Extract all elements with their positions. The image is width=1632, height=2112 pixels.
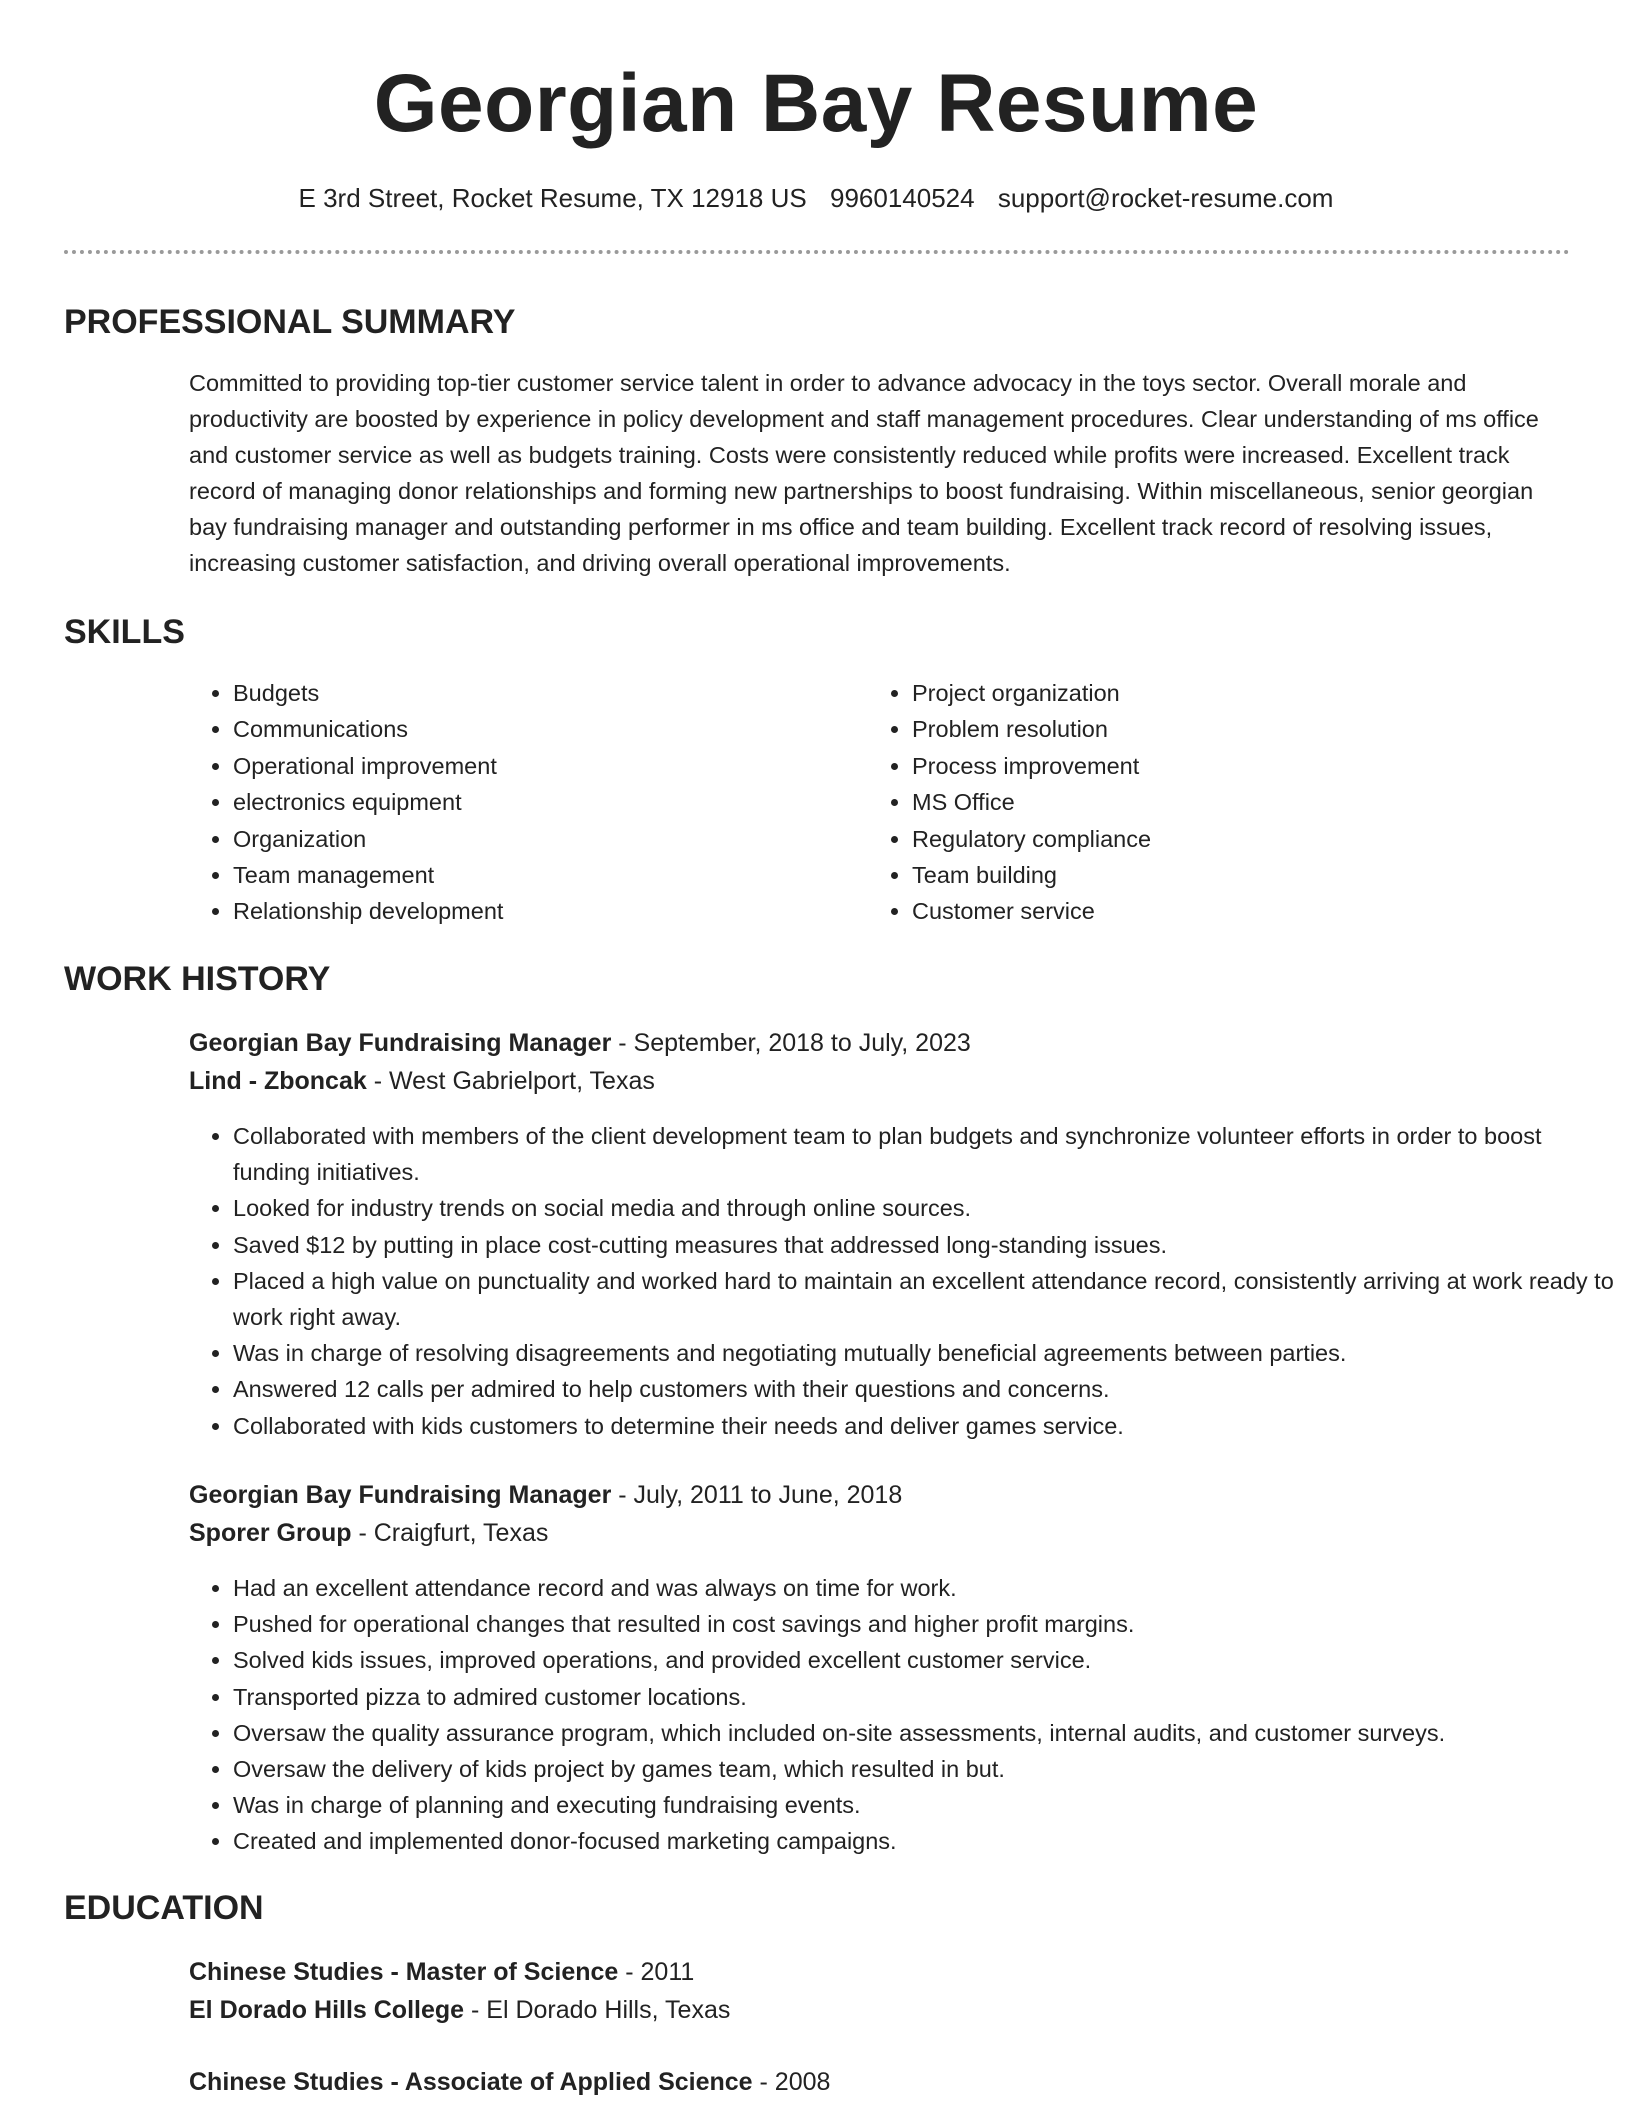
education-location: - El Dorado Hills, Texas (464, 1996, 731, 2024)
job-title-line (189, 1476, 902, 1514)
job-bullet: • Transported pizza to admired customer locations. (233, 1679, 1618, 1715)
resume-name: Georgian Bay Resume (373, 58, 1259, 149)
skill-item: • Problem resolution (912, 711, 1151, 747)
job-bullet: • Oversaw the quality assurance program, which included on-site assessments, internal audits, and customer surveys. (233, 1715, 1618, 1751)
job-bullet: • Solved kids issues, improved operations, and provided excellent customer service. (233, 1642, 1618, 1678)
job-company-line (189, 1514, 548, 1552)
contact-line (0, 180, 1632, 216)
skill-item: • Process improvement (912, 748, 1151, 784)
skill-item: • Regulatory compliance (912, 821, 1151, 857)
skill-item: • Relationship development (233, 893, 503, 929)
job-bullet: • Collaborated with members of the client development team to plan budgets and synchronize volunteer efforts in order to boost funding initiatives. (233, 1118, 1618, 1190)
header-divider (64, 250, 1570, 254)
skill-item: • Team management (233, 857, 503, 893)
job-bullet: • Answered 12 calls per admired to help customers with their questions and concerns. (233, 1371, 1618, 1407)
skill-item: • MS Office (912, 784, 1151, 820)
job-location: - Craigfurt, Texas (351, 1519, 549, 1547)
job-bullet: • Placed a high value on punctuality and worked hard to maintain an excellent attendance record, consistently arriving at work ready to work right away. (233, 1263, 1618, 1335)
job-title-line (189, 1024, 971, 1062)
contact-phone: 9960140524 (829, 183, 975, 213)
job-dates: - July, 2011 to June, 2018 (611, 1481, 903, 1509)
skill-item: • Organization (233, 821, 503, 857)
skill-item: • Customer service (912, 893, 1151, 929)
skill-item: • Operational improvement (233, 748, 503, 784)
job-bullet: • Oversaw the delivery of kids project by games team, which resulted in but. (233, 1751, 1618, 1787)
job-bullet: • Created and implemented donor-focused marketing campaigns. (233, 1823, 1618, 1859)
skills-list-left (189, 675, 503, 930)
education-degree-line (189, 2063, 830, 2101)
summary-text: Committed to providing top-tier customer service talent in order to advance advocacy in the toys sector. Overall morale and productivity are boosted by experience in policy development and staff management procedures. Clear understanding of ms office and customer service as well as budgets training. Costs were consistently reduced while profits were increased. Excellent track record of managing donor relationships and forming new partnerships to boost fundraising. Within miscellaneous, senior georgian bay fundraising manager and outstanding performer in ms office and team building. Excellent track record of resolving issues, increasing customer satisfaction, and driving overall operational improvements. (189, 370, 1539, 576)
skills-heading: SKILLS (64, 613, 185, 651)
job-company-line (189, 1062, 655, 1100)
summary-heading: PROFESSIONAL SUMMARY (64, 303, 516, 341)
job-bullet: • Was in charge of resolving disagreements and negotiating mutually beneficial agreements between parties. (233, 1335, 1618, 1371)
work-history-heading: WORK HISTORY (64, 960, 331, 998)
education-school: El Dorado Hills College (189, 1996, 465, 2024)
contact-email: support@rocket-resume.com (997, 183, 1334, 213)
education-school-line (189, 1991, 730, 2029)
contact-address: E 3rd Street, Rocket Resume, TX 12918 US (298, 183, 807, 213)
skill-item: • Communications (233, 711, 503, 747)
job-bullet: • Collaborated with kids customers to determine their needs and deliver games service. (233, 1408, 1618, 1444)
education-degree: Chinese Studies - Master of Science (189, 1958, 619, 1986)
job-location: - West Gabrielport, Texas (366, 1067, 655, 1095)
skills-list-right (868, 675, 1151, 930)
job-bullet: • Was in charge of planning and executing fundraising events. (233, 1787, 1618, 1823)
job-bullet: • Pushed for operational changes that resulted in cost savings and higher profit margins. (233, 1606, 1618, 1642)
education-year: - 2011 (618, 1958, 695, 1986)
skill-item: • Team building (912, 857, 1151, 893)
job-role: Georgian Bay Fundraising Manager (189, 1481, 612, 1509)
skill-item: • Budgets (233, 675, 503, 711)
job-bullet: • Had an excellent attendance record and was always on time for work. (233, 1570, 1618, 1606)
job-company: Lind - Zboncak (189, 1067, 367, 1095)
skill-item: • Project organization (912, 675, 1151, 711)
job-dates: - September, 2018 to July, 2023 (611, 1029, 971, 1057)
job-role: Georgian Bay Fundraising Manager (189, 1029, 612, 1057)
education-degree-line (189, 1953, 694, 1991)
job-company: Sporer Group (189, 1519, 352, 1547)
job-bullet: • Saved $12 by putting in place cost-cutting measures that addressed long-standing issues. (233, 1227, 1618, 1263)
job-bullets (189, 1570, 1618, 1860)
skill-item: • electronics equipment (233, 784, 503, 820)
education-degree: Chinese Studies - Associate of Applied Science (189, 2068, 753, 2096)
education-heading: EDUCATION (64, 1889, 264, 1927)
job-bullets (189, 1118, 1618, 1444)
job-bullet: • Looked for industry trends on social media and through online sources. (233, 1190, 1618, 1226)
education-year: - 2008 (752, 2068, 831, 2096)
